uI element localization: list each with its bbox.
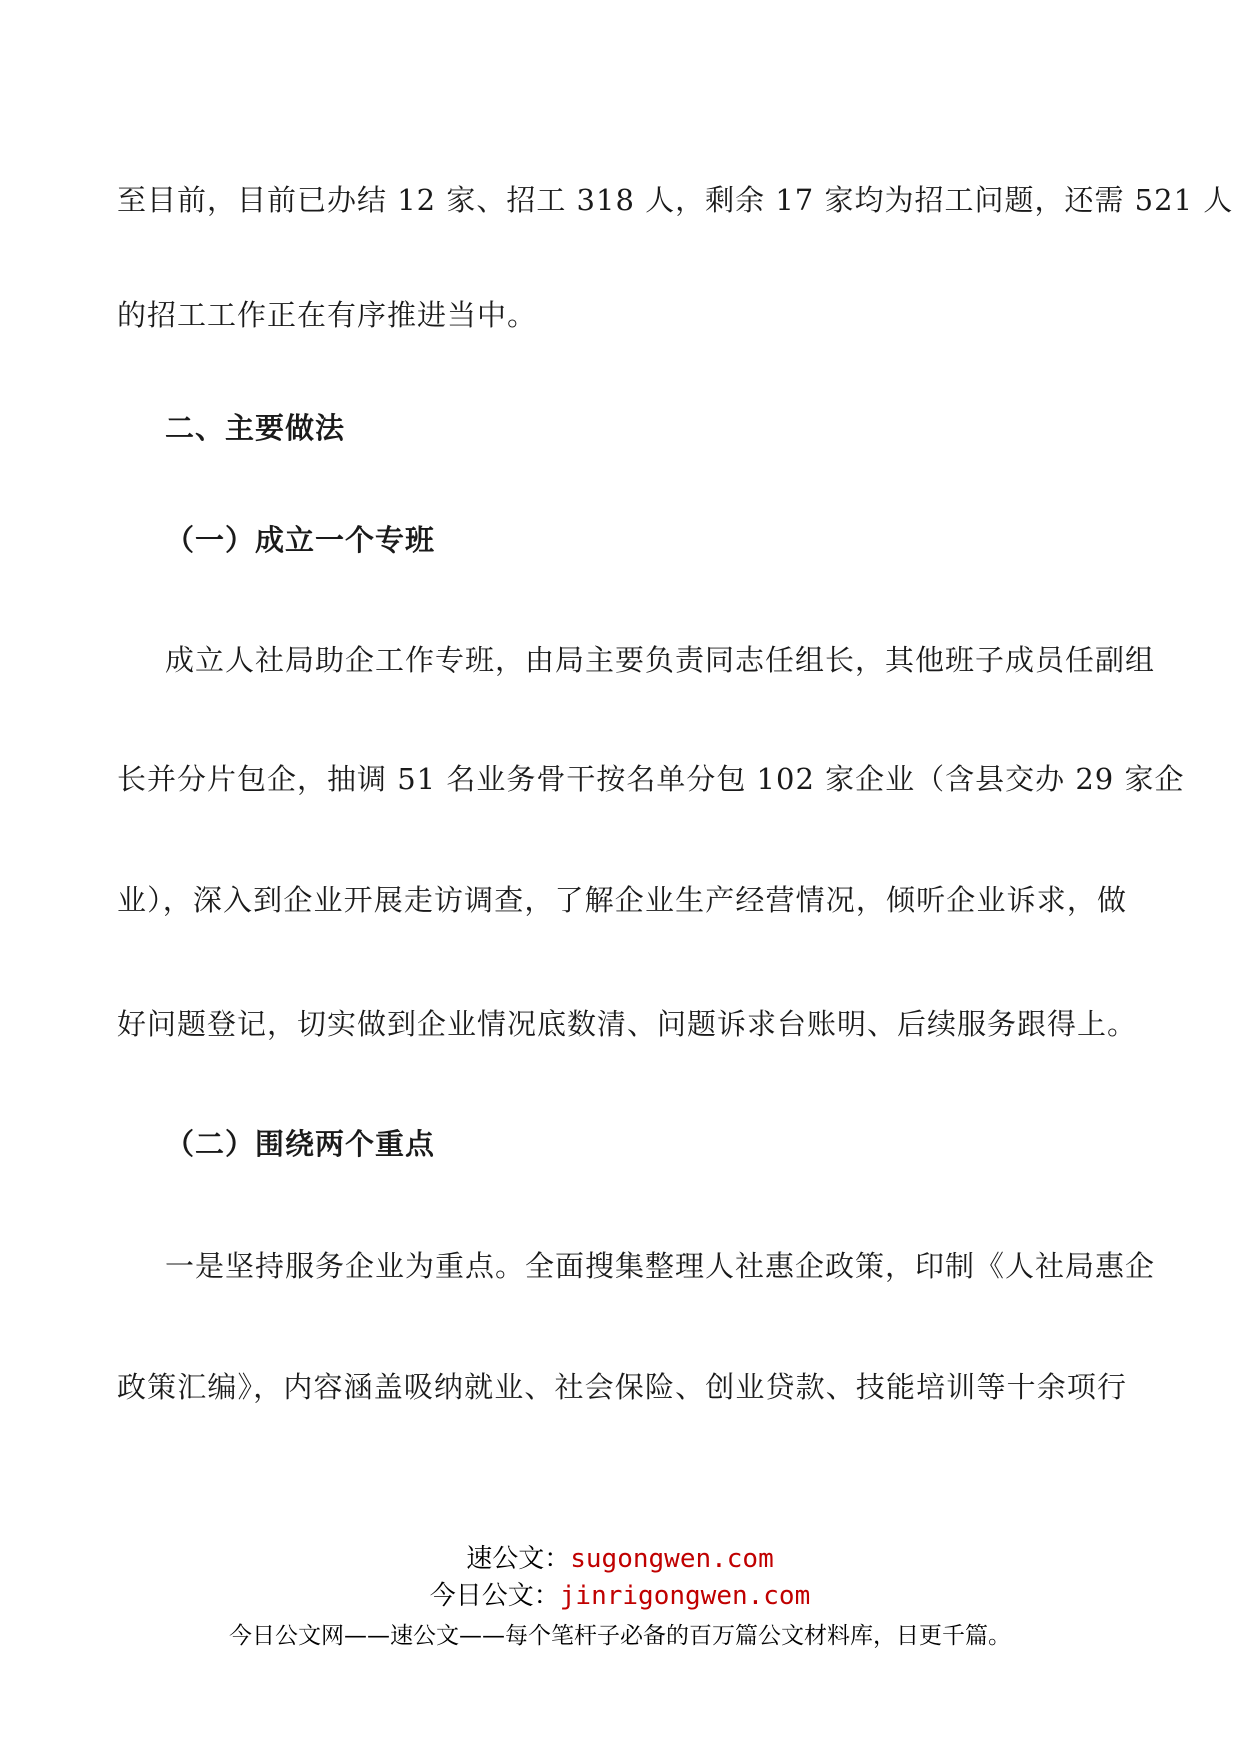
footer-line-sugongwen — [0, 1538, 1240, 1575]
footer-site-link[interactable]: jinrigongwen.com — [559, 1581, 811, 1611]
body-line: 业），深入到企业开展走访调查，了解企业生产经营情况，倾听企业诉求，做 — [117, 883, 1127, 917]
subsection-heading: （一）成立一个专班 — [165, 523, 436, 557]
footer-site-link[interactable]: sugongwen.com — [570, 1544, 774, 1574]
body-line: 的招工工作正在有序推进当中。 — [117, 298, 538, 332]
body-line: 成立人社局助企工作专班，由局主要负责同志任组长，其他班子成员任副组 — [165, 643, 1156, 677]
body-line: 政策汇编》，内容涵盖吸纳就业、社会保险、创业贷款、技能培训等十余项行 — [117, 1370, 1127, 1404]
body-line: 好问题登记，切实做到企业情况底数清、问题诉求台账明、后续服务跟得上。 — [117, 1007, 1138, 1041]
subsection-heading: （二）围绕两个重点 — [165, 1127, 436, 1161]
body-line: 至目前，目前已办结 12 家、招工 318 人，剩余 17 家均为招工问题，还需 521 人 — [117, 183, 1234, 217]
footer-tagline: 今日公文网——速公文——每个笔杆子必备的百万篇公文材料库，日更千篇。 — [229, 1623, 1011, 1649]
footer-label: 速公文： — [466, 1544, 571, 1574]
body-line: 长并分片包企，抽调 51 名业务骨干按名单分包 102 家企业（含县交办 29 家企 — [117, 762, 1185, 796]
section-heading: 二、主要做法 — [165, 411, 346, 445]
footer-label: 今日公文： — [429, 1581, 560, 1611]
footer-line-jinrigongwen — [0, 1575, 1240, 1612]
body-line: 一是坚持服务企业为重点。全面搜集整理人社惠企政策，印制《人社局惠企 — [165, 1249, 1156, 1283]
